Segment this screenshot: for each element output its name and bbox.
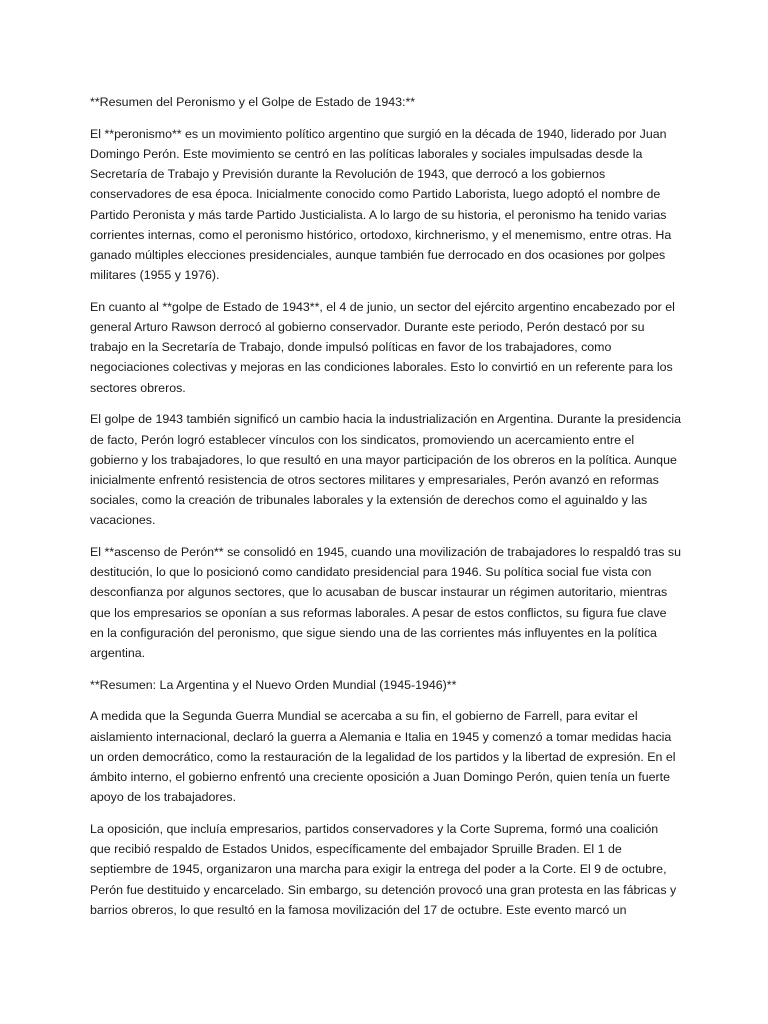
paragraph-oposicion: La oposición, que incluía empresarios, partidos conservadores y la Corte Suprema, formó una coalición que recibió respaldo de Estados Unidos, específicamente del embajador Spruille Braden. El 1 de septiembre de 1945, organizaron una marcha para exigir la entrega del poder a la Corte. El 9 de octubre, Perón fue destituido y encarcelado. Sin embargo, su detención provocó una gran protesta en las fábricas y barrios obreros, lo que resultó en la famosa movilización del 17 de octubre. Este evento marcó un xyxy=(90,822,677,917)
paragraph-segunda-guerra: A medida que la Segunda Guerra Mundial se acercaba a su fin, el gobierno de Farrell, para evitar el aislamiento internacional, declaró la guerra a Alemania e Italia en 1945 y comenzó a tomar medidas hacia un orden democrático, como la restauración de la legalidad de los partidos y la libertad de expresión. En el ámbito interno, el gobierno enfrentó una creciente oposición a Juan Domingo Perón, quien tenía un fuerte apoyo de los trabajadores. xyxy=(90,709,676,805)
document-page xyxy=(90,92,682,932)
section-heading-nuevo-orden: **Resumen: La Argentina y el Nuevo Orden Mundial (1945-1946)** xyxy=(90,677,457,692)
paragraph-golpe-1943: En cuanto al **golpe de Estado de 1943**, el 4 de junio, un sector del ejército argentino encabezado por el general Arturo Rawson derrocó al gobierno conservador. Durante este periodo, Perón destacó por su trabajo en la Secretaría de Trabajo, donde impulsó políticas en favor de los trabajadores, como negociaciones colectivas y mejoras en las condiciones laborales. Esto lo convirtió en un referente para los sectores obreros. xyxy=(90,299,675,395)
paragraph-ascenso-peron: El **ascenso de Perón** se consolidó en 1945, cuando una movilización de trabajadores lo respaldó tras su destitución, lo que lo posicionó como candidato presidencial para 1946. Su política social fue vista con desconfianza por algunos sectores, que lo acusaban de buscar instaurar un régimen autoritario, mientras que los empresarios se oponían a sus reformas laborales. A pesar de estos conflictos, su figura fue clave en la configuración del peronismo, que sigue siendo una de las corrientes más influyentes en la política argentina. xyxy=(90,545,681,661)
paragraph-industrializacion: El golpe de 1943 también significó un cambio hacia la industrialización en Argentina. Durante la presidencia de facto, Perón logró establecer vínculos con los sindicatos, promoviendo un acercamiento entre el gobierno y los trabajadores, lo que resultó en una mayor participación de los obreros en la política. Aunque inicialmente enfrentó resistencia de otros sectores militares y empresariales, Perón avanzó en reformas sociales, como la creación de tribunales laborales y la extensión de derechos como el aguinaldo y las vacaciones. xyxy=(90,412,681,528)
section-heading-peronismo: **Resumen del Peronismo y el Golpe de Estado de 1943:** xyxy=(90,95,416,109)
paragraph-peronismo: El **peronismo** es un movimiento político argentino que surgió en la década de 1940, liderado por Juan Domingo Perón. Este movimiento se centró en las políticas laborales y sociales impulsadas desde la Secretaría de Trabajo y Previsión durante la Revolución de 1943, que derrocó a los gobiernos conservadores de esa época. Inicialmente conocido como Partido Laborista, luego adoptó el nombre de Partido Peronista y más tarde Partido Justicialista. A lo largo de su historia, el peronismo ha tenido varias corrientes internas, como el peronismo histórico, ortodoxo, kirchnerismo, y el menemismo, entre otras. Ha ganado múltiples elecciones presidenciales, aunque también fue derrocado en dos ocasiones por golpes militares (1955 y 1976). xyxy=(90,126,672,283)
